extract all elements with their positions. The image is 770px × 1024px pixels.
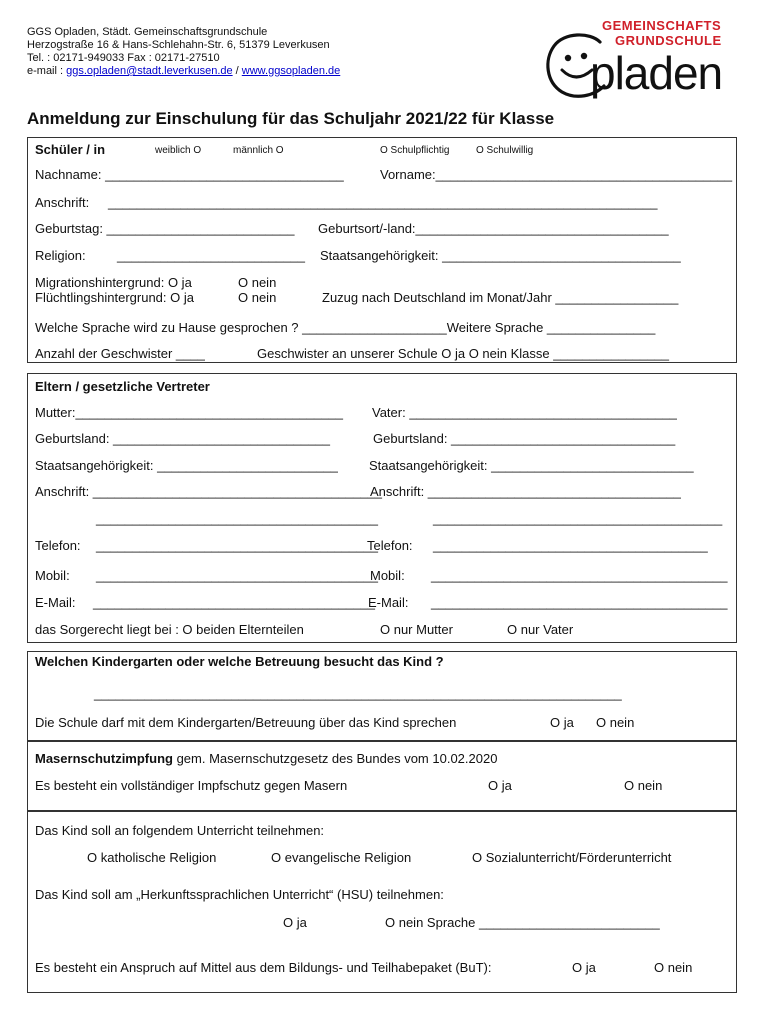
school-name: GGS Opladen, Städt. Gemeinschaftsgrundschule bbox=[27, 26, 268, 38]
parents-heading: Eltern / gesetzliche Vertreter bbox=[35, 379, 210, 394]
refugee-no[interactable]: O nein bbox=[238, 290, 277, 305]
custody-both[interactable]: das Sorgerecht liegt bei : O beiden Elternteilen bbox=[35, 622, 304, 637]
refugee-yes[interactable]: Flüchtlingshintergrund: O ja bbox=[35, 290, 194, 305]
but-question: Es besteht ein Anspruch auf Mittel aus dem Bildungs- und Teilhabepaket (BuT): bbox=[35, 960, 492, 975]
arrival-field[interactable]: Zuzug nach Deutschland im Monat/Jahr _________________ bbox=[322, 290, 679, 305]
measles-law: gem. Masernschutzgesetz des Bundes vom 10.02.2020 bbox=[172, 751, 498, 766]
logo-line1: GEMEINSCHAFTS bbox=[602, 18, 722, 33]
lastname-field[interactable]: Nachname: _________________________________ bbox=[35, 167, 344, 182]
mother-address-field[interactable]: Anschrift: ________________________________________ bbox=[35, 484, 382, 499]
mother-phone-field[interactable]: _______________________________________ bbox=[96, 538, 378, 553]
kindergarten-heading: Welchen Kindergarten oder welche Betreuung besucht das Kind ? bbox=[35, 654, 444, 669]
mother-mobile-label: Mobil: bbox=[35, 568, 70, 583]
birthday-field[interactable]: Geburtstag: __________________________ bbox=[35, 221, 295, 236]
protestant-option[interactable]: O evangelische Religion bbox=[271, 850, 412, 865]
migration-no[interactable]: O nein bbox=[238, 275, 277, 290]
website-link[interactable]: www.ggsopladen.de bbox=[241, 65, 341, 77]
father-phone-label: Telefon: bbox=[367, 538, 413, 553]
father-email-field[interactable]: _________________________________________ bbox=[431, 595, 728, 610]
email-link[interactable]: ggs.opladen@stadt.leverkusen.de bbox=[66, 65, 233, 77]
school-phone: Tel. : 02171-949033 Fax : 02171-27510 bbox=[27, 52, 220, 64]
link-separator: / bbox=[232, 65, 242, 77]
religion-field[interactable]: __________________________ bbox=[117, 248, 305, 263]
father-country-field[interactable]: Geburtsland: _______________________________ bbox=[373, 431, 676, 446]
school-logo bbox=[540, 16, 740, 106]
hsu-no-language[interactable]: O nein Sprache _________________________ bbox=[385, 915, 660, 930]
school-contact bbox=[27, 65, 340, 77]
consent-no[interactable]: O nein bbox=[596, 715, 635, 730]
address-field[interactable]: ____________________________________________________________________________ bbox=[108, 195, 658, 210]
father-nationality-field[interactable]: Staatsangehörigkeit: ____________________________ bbox=[369, 458, 694, 473]
measles-heading bbox=[35, 751, 497, 766]
firstname-field[interactable]: Vorname:_________________________________________ bbox=[380, 167, 733, 182]
consent-yes[interactable]: O ja bbox=[550, 715, 574, 730]
logo-line2: GRUNDSCHULE bbox=[615, 33, 722, 48]
but-yes[interactable]: O ja bbox=[572, 960, 596, 975]
custody-mother[interactable]: O nur Mutter bbox=[380, 622, 453, 637]
mother-field[interactable]: Mutter:_____________________________________ bbox=[35, 405, 343, 420]
custody-father[interactable]: O nur Vater bbox=[507, 622, 574, 637]
measles-yes[interactable]: O ja bbox=[488, 778, 512, 793]
student-heading: Schüler / in bbox=[35, 142, 106, 157]
but-no[interactable]: O nein bbox=[654, 960, 693, 975]
measles-question: Es besteht ein vollständiger Impfschutz gegen Masern bbox=[35, 778, 348, 793]
address-label: Anschrift: bbox=[35, 195, 90, 210]
mother-phone-label: Telefon: bbox=[35, 538, 81, 553]
nationality-field[interactable]: Staatsangehörigkeit: _________________________________ bbox=[320, 248, 681, 263]
logo-word: pladen bbox=[590, 47, 723, 99]
father-phone-field[interactable]: ______________________________________ bbox=[433, 538, 708, 553]
measles-no[interactable]: O nein bbox=[624, 778, 663, 793]
mother-address-line2[interactable]: _______________________________________ bbox=[96, 511, 378, 526]
father-address-line2[interactable]: ________________________________________ bbox=[433, 511, 723, 526]
school-address: Herzogstraße 16 & Hans-Schlehahn-Str. 6, 51379 Leverkusen bbox=[27, 39, 330, 51]
father-field[interactable]: Vater: _____________________________________ bbox=[372, 405, 677, 420]
mother-mobile-field[interactable]: _______________________________________ bbox=[96, 568, 378, 583]
hsu-yes[interactable]: O ja bbox=[283, 915, 307, 930]
female-option[interactable]: weiblich O bbox=[155, 145, 202, 156]
father-address-field[interactable]: Anschrift: ___________________________________ bbox=[370, 484, 681, 499]
mother-email-field[interactable]: _______________________________________ bbox=[93, 595, 375, 610]
migration-yes[interactable]: Migrationshintergrund: O ja bbox=[35, 275, 192, 290]
hsu-question: Das Kind soll am „Herkunftssprachlichen Unterricht“ (HSU) teilnehmen: bbox=[35, 887, 444, 902]
language-field[interactable]: Welche Sprache wird zu Hause gesprochen ? ____________________Weitere Sprache _______________ bbox=[35, 320, 656, 335]
kindergarten-field[interactable]: _________________________________________________________________________ bbox=[94, 686, 622, 701]
measles-title: Masernschutzimpfung bbox=[35, 751, 173, 766]
siblings-field[interactable]: Anzahl der Geschwister ____ bbox=[35, 346, 205, 361]
lessons-intro: Das Kind soll an folgendem Unterricht teilnehmen: bbox=[35, 823, 325, 838]
catholic-option[interactable]: O katholische Religion bbox=[87, 850, 217, 865]
male-option[interactable]: männlich O bbox=[233, 145, 284, 156]
birthplace-field[interactable]: Geburtsort/-land:___________________________________ bbox=[318, 221, 669, 236]
mother-email-label: E-Mail: bbox=[35, 595, 76, 610]
email-prefix: e-mail : bbox=[27, 65, 67, 77]
mother-country-field[interactable]: Geburtsland: ______________________________ bbox=[35, 431, 330, 446]
father-mobile-label: Mobil: bbox=[370, 568, 405, 583]
siblings-school-field[interactable]: Geschwister an unserer Schule O ja O nein Klasse ________________ bbox=[257, 346, 669, 361]
religion-label: Religion: bbox=[35, 248, 86, 263]
voluntary-option[interactable]: O Schulwillig bbox=[476, 145, 534, 156]
consent-label: Die Schule darf mit dem Kindergarten/Betreuung über das Kind sprechen bbox=[35, 715, 457, 730]
social-option[interactable]: O Sozialunterricht/Förderunterricht bbox=[472, 850, 672, 865]
compulsory-option[interactable]: O Schulpflichtig bbox=[380, 145, 450, 156]
mother-nationality-field[interactable]: Staatsangehörigkeit: _________________________ bbox=[35, 458, 338, 473]
page-title: Anmeldung zur Einschulung für das Schuljahr 2021/22 für Klasse bbox=[27, 109, 555, 128]
father-email-label: E-Mail: bbox=[368, 595, 409, 610]
father-mobile-field[interactable]: _________________________________________ bbox=[431, 568, 728, 583]
